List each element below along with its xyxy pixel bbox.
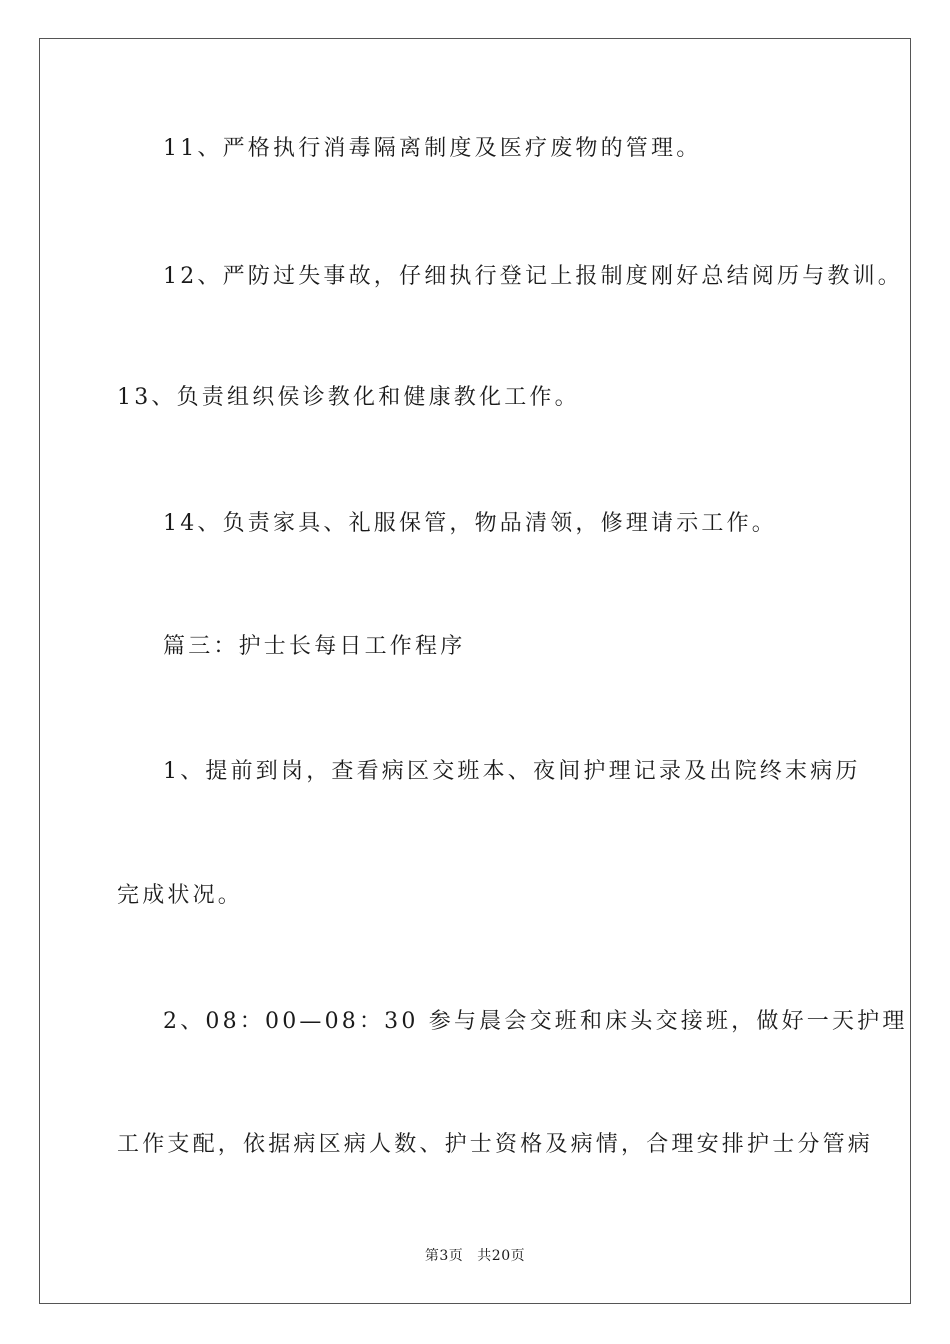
paragraph-line-step2-cont: 工作支配，依据病区病人数、护士资格及病情，合理安排护士分管病 [117, 1132, 874, 1157]
paragraph-line-11: 11、严格执行消毒隔离制度及医疗废物的管理。 [163, 136, 702, 161]
paragraph-line-step1: 1、提前到岗，查看病区交班本、夜间护理记录及出院终末病历 [163, 759, 861, 784]
page-footer [0, 1246, 950, 1266]
paragraph-line-step2: 2、08：00—08：30 参与晨会交班和床头交接班，做好一天护理 [163, 1009, 908, 1034]
paragraph-line-12: 12、严防过失事故，仔细执行登记上报制度刚好总结阅历与教训。 [163, 264, 903, 289]
paragraph-line-step1-cont: 完成状况。 [117, 883, 244, 908]
page-number-current: 第3页 [424, 1248, 464, 1264]
page-number-total: 共20页 [477, 1248, 526, 1264]
paragraph-line-13: 13、负责组织侯诊教化和健康教化工作。 [117, 385, 580, 410]
section-heading: 篇三：护士长每日工作程序 [163, 634, 466, 659]
paragraph-line-14: 14、负责家具、礼服保管，物品清领，修理请示工作。 [163, 511, 777, 536]
page-border [39, 38, 911, 1304]
